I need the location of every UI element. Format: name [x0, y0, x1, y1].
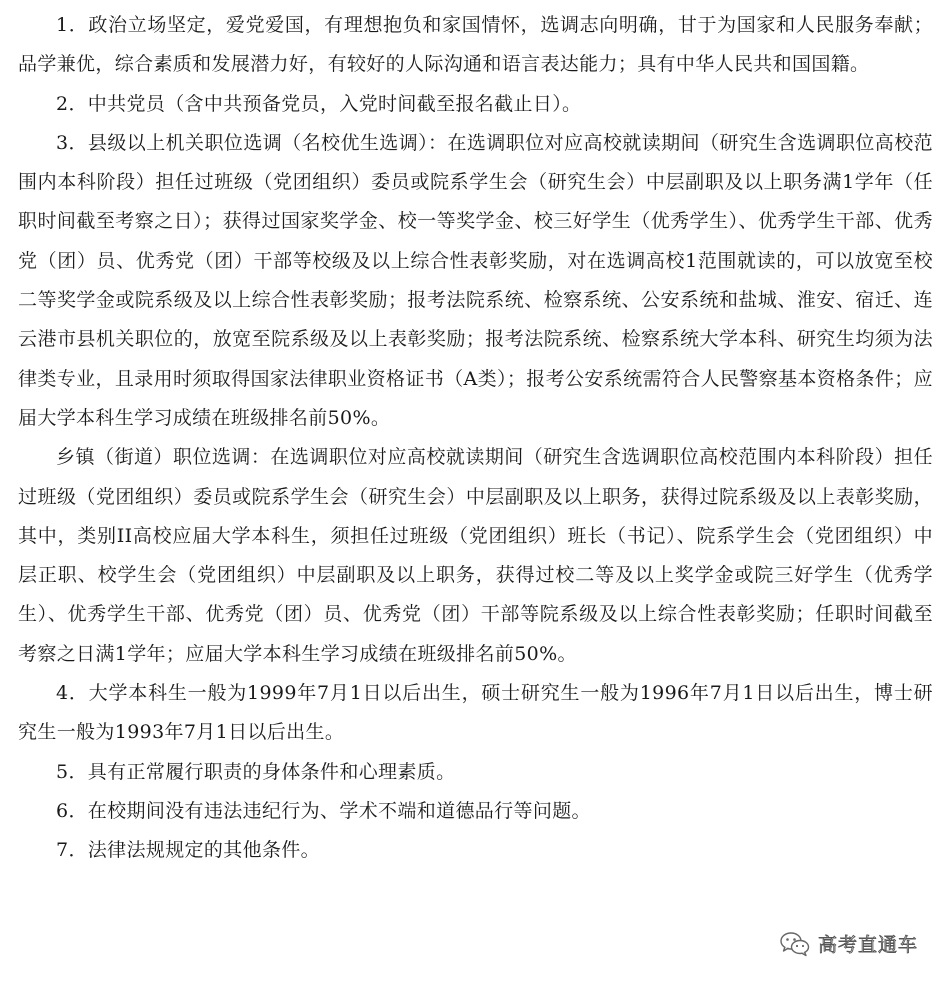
watermark-text: 高考直通车: [817, 934, 918, 956]
paragraph-3-township: 乡镇（街道）职位选调：在选调职位对应高校就读期间（研究生含选调职位高校范围内本科阶段）担任过班级（党团组织）委员或院系学生会（研究生会）中层副职及以上职务，获得过院系级及以上表彰奖励，其中，类别II高校应届大学本科生，须担任过班级（党团组织）班长（书记）、院系学生会（党团组织）中层正职、校学生会（党团组织）中层副职及以上职务，获得过校二等及以上奖学金或院三好学生（优秀学生）、优秀学生干部、优秀党（团）员、优秀党（团）干部等院系级及以上综合性表彰奖励；任职时间截至考察之日满1学年；应届大学本科生学习成绩在班级排名前50%。: [18, 446, 933, 665]
paragraph-3: 3．县级以上机关职位选调（名校优生选调）：在选调职位对应高校就读期间（研究生含选调职位高校范围内本科阶段）担任过班级（党团组织）委员或院系学生会（研究生会）中层副职及以上职务满1学年（任职时间截至考察之日）；获得过国家奖学金、校一等奖学金、校三好学生（优秀学生）、优秀学生干部、优秀党（团）员、优秀党（团）干部等校级及以上综合性表彰奖励，对在选调高校1范围就读的，可以放宽至校二等奖学金或院系级及以上综合性表彰奖励；报考法院系统、检察系统、公安系统和盐城、淮安、宿迁、连云港市县机关职位的，放宽至院系级及以上表彰奖励；报考法院系统、检察系统大学本科、研究生均须为法律类专业，且录用时须取得国家法律职业资格证书（A类）；报考公安系统需符合人民警察基本资格条件；应届大学本科生学习成绩在班级排名前50%。: [18, 131, 933, 429]
paragraph-1: 1．政治立场坚定，爱党爱国，有理想抱负和家国情怀，选调志向明确，甘于为国家和人民服务奉献；品学兼优，综合素质和发展潜力好，有较好的人际沟通和语言表达能力；具有中华人民共和国国籍。: [18, 14, 933, 76]
watermark: [774, 928, 924, 959]
paragraph-7: 7．法律法规规定的其他条件。: [56, 839, 320, 862]
paragraph-4: 4．大学本科生一般为1999年7月1日以后出生，硕士研究生一般为1996年7月1日以后出生，博士研究生一般为1993年7月1日以后出生。: [18, 682, 933, 744]
document-body: [18, 6, 933, 871]
paragraph-6: 6．在校期间没有违法违纪行为、学术不端和道德品行等问题。: [56, 799, 591, 822]
wechat-icon: [780, 931, 810, 957]
paragraph-2: 2．中共党员（含中共预备党员，入党时间截至报名截止日）。: [56, 92, 582, 115]
paragraph-5: 5．具有正常履行职责的身体条件和心理素质。: [56, 760, 456, 783]
